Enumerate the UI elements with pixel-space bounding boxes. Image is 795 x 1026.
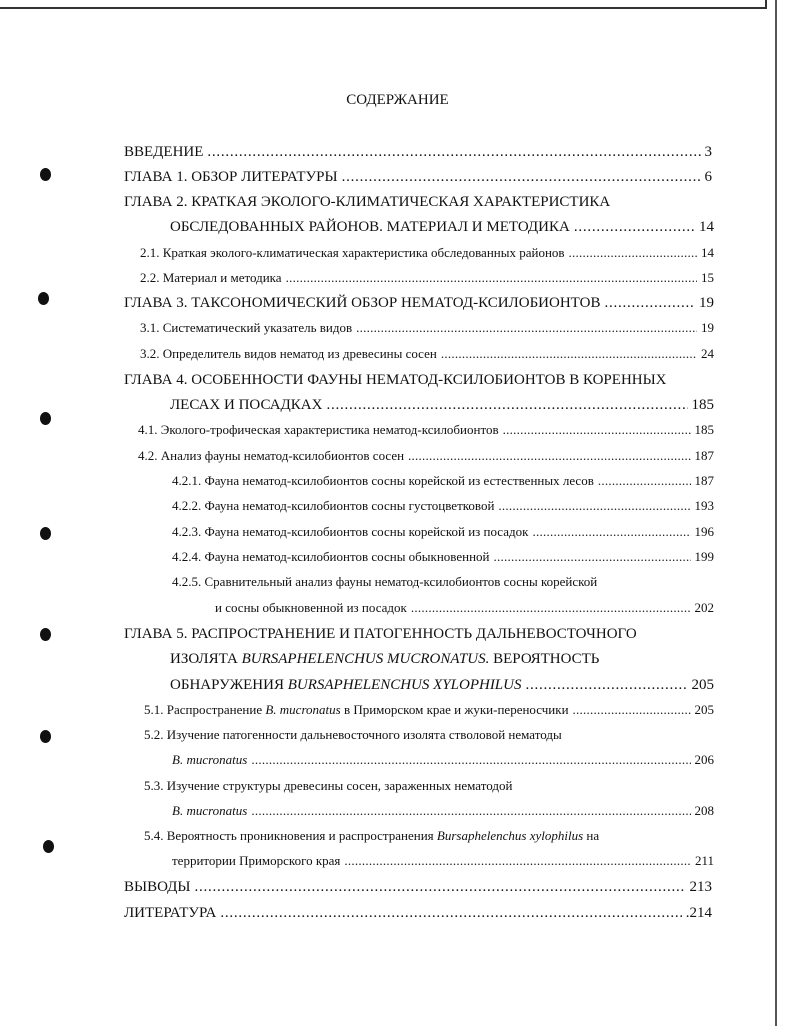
punch-hole [40, 730, 51, 743]
toc-page-number: 14 [701, 245, 714, 260]
toc-page-number: 185 [694, 422, 714, 437]
toc-page-number: 208 [694, 803, 714, 818]
species-name: B. mucronatus [172, 752, 248, 767]
species-name: B. mucronatus [172, 803, 248, 818]
toc-page-number: 185 [691, 397, 714, 413]
toc-entry-4-2-4 [172, 546, 714, 568]
toc-entry-title: 2.2. Материал и методика [140, 270, 282, 285]
toc-entry-5-1 [144, 699, 714, 721]
toc-page-number: 14 [699, 219, 714, 235]
toc-text: ОБНАРУЖЕНИЯ [170, 677, 288, 693]
toc-page-number: 205 [694, 702, 714, 717]
toc-entry-chapter-5 [170, 674, 714, 696]
toc-entry-chapter-4-line1: ГЛАВА 4. ОСОБЕННОСТИ ФАУНЫ НЕМАТОД-КСИЛОБИОНТОВ В КОРЕННЫХ [124, 372, 667, 388]
toc-page-number: 193 [694, 498, 714, 513]
toc-entry-title: 3.1. Систематический указатель видов [140, 320, 353, 335]
toc-entry-title: ГЛАВА 1. ОБЗОР ЛИТЕРАТУРЫ [124, 169, 338, 185]
toc-page-number: 187 [694, 473, 714, 488]
punch-hole [43, 840, 54, 853]
toc-entry-chapter-5-line2 [170, 648, 599, 670]
toc-entry-title: 2.1. Краткая эколого-климатическая характеристика обследованных районов [140, 245, 565, 260]
toc-entry-intro [124, 141, 712, 163]
toc-page-number: 213 [689, 879, 712, 895]
species-name: BURSAPHELENCHUS XYLOPHILUS [287, 677, 522, 693]
toc-page-number: 19 [699, 295, 714, 311]
toc-entry-title [170, 674, 522, 696]
toc-entry-conclusions [124, 876, 712, 898]
punch-hole [40, 527, 51, 540]
toc-entry-literature [124, 902, 712, 924]
toc-text: на [583, 828, 600, 843]
scan-right-edge [775, 0, 777, 1026]
toc-entry-title: ОБСЛЕДОВАННЫХ РАЙОНОВ. МАТЕРИАЛ И МЕТОДИКА [170, 219, 570, 235]
toc-entry-chapter-4 [170, 394, 714, 416]
toc-text: 5.4. Вероятность проникновения и распространения [144, 828, 437, 843]
toc-page-number: 205 [691, 677, 714, 693]
toc-entry-4-1 [138, 419, 714, 441]
toc-page-number: 187 [694, 448, 714, 463]
toc-entry-2-1 [140, 242, 714, 264]
toc-page-number: 3 [704, 144, 712, 160]
toc-entry-title: ВЫВОДЫ [124, 879, 191, 895]
toc-entry-4-2 [138, 445, 714, 467]
punch-hole [40, 412, 51, 425]
toc-entry-title: ВВЕДЕНИЕ [124, 144, 204, 160]
toc-entry-title: 4.2.2. Фауна нематод-ксилобионтов сосны густоцветковой [172, 498, 495, 513]
toc-entry-2-2 [140, 267, 714, 289]
toc-entry-title: 4.2.3. Фауна нематод-ксилобионтов сосны корейской из посадок [172, 524, 529, 539]
toc-entry-title: и сосны обыкновенной из посадок [215, 600, 407, 615]
punch-hole [40, 168, 51, 181]
toc-entry-title: ГЛАВА 3. ТАКСОНОМИЧЕСКИЙ ОБЗОР НЕМАТОД-КСИЛОБИОНТОВ [124, 295, 601, 311]
toc-entry-4-2-2 [172, 495, 714, 517]
toc-entry-5-4-line1 [144, 825, 599, 847]
toc-page-number: 6 [704, 169, 712, 185]
toc-entry-title [144, 699, 569, 721]
toc-page-number: 206 [694, 752, 714, 767]
toc-entry-5-4 [172, 850, 714, 872]
species-name: Bursaphelenchus xylophilus [436, 828, 584, 843]
species-name: B. mucronatus [265, 702, 341, 717]
toc-entry-title: 4.2. Анализ фауны нематод-ксилобионтов сосен [138, 448, 405, 463]
toc-text: ВЕРОЯТНОСТЬ [489, 651, 600, 667]
toc-entry-title: территории Приморского края [172, 853, 341, 868]
toc-text: 5.1. Распространение [144, 702, 266, 717]
species-name: BURSAPHELENCHUS MUCRONATUS. [241, 651, 490, 667]
punch-hole [38, 292, 49, 305]
toc-entry-title: ЛИТЕРАТУРА [124, 905, 217, 921]
toc-entry-5-3-line1: 5.3. Изучение структуры древесины сосен, зараженных нематодой [144, 778, 513, 793]
toc-entry-5-2-line1: 5.2. Изучение патогенности дальневосточного изолята стволовой нематоды [144, 727, 562, 742]
punch-hole [40, 628, 51, 641]
toc-entry-chapter-5-line1: ГЛАВА 5. РАСПРОСТРАНЕНИЕ И ПАТОГЕННОСТЬ ДАЛЬНЕВОСТОЧНОГО [124, 626, 637, 642]
scan-top-edge [0, 0, 767, 9]
toc-entry-title: ЛЕСАХ И ПОСАДКАХ [170, 397, 323, 413]
toc-text: ИЗОЛЯТА [170, 651, 242, 667]
toc-entry-chapter-2 [170, 216, 714, 238]
toc-text: в Приморском крае и жуки-переносчики [340, 702, 569, 717]
toc-entry-chapter-1 [124, 166, 712, 188]
toc-page-number: 196 [694, 524, 714, 539]
toc-entry-title: 4.1. Эколого-трофическая характеристика нематод-ксилобионтов [138, 422, 499, 437]
toc-entry-3-2 [140, 343, 714, 365]
toc-entry-4-2-3 [172, 521, 714, 543]
toc-entry-chapter-2-line1: ГЛАВА 2. КРАТКАЯ ЭКОЛОГО-КЛИМАТИЧЕСКАЯ ХАРАКТЕРИСТИКА [124, 194, 611, 210]
toc-entry-4-2-5-line1: 4.2.5. Сравнительный анализ фауны нематод-ксилобионтов сосны корейской [172, 574, 598, 589]
toc-page-number: 24 [701, 346, 714, 361]
toc-entry-title: 3.2. Определитель видов нематод из древесины сосен [140, 346, 437, 361]
toc-entry-4-2-1 [172, 470, 714, 492]
toc-page-number: 211 [694, 853, 714, 868]
toc-entry-title: 4.2.1. Фауна нематод-ксилобионтов сосны корейской из естественных лесов [172, 473, 594, 488]
toc-page-number: 202 [694, 600, 714, 615]
toc-entry-chapter-3 [124, 292, 714, 314]
toc-entry-3-1 [140, 317, 714, 339]
toc-entry-title: 4.2.4. Фауна нематод-ксилобионтов сосны обыкновенной [172, 549, 490, 564]
page-title: СОДЕРЖАНИЕ [346, 92, 449, 108]
toc-page-number: 199 [694, 549, 714, 564]
toc-entry-5-2 [172, 749, 714, 771]
toc-page-number: 15 [701, 270, 714, 285]
toc-page-number: .214 [685, 905, 712, 921]
toc-entry-4-2-5 [215, 597, 714, 619]
toc-page-number: 19 [701, 320, 714, 335]
toc-entry-5-3 [172, 800, 714, 822]
